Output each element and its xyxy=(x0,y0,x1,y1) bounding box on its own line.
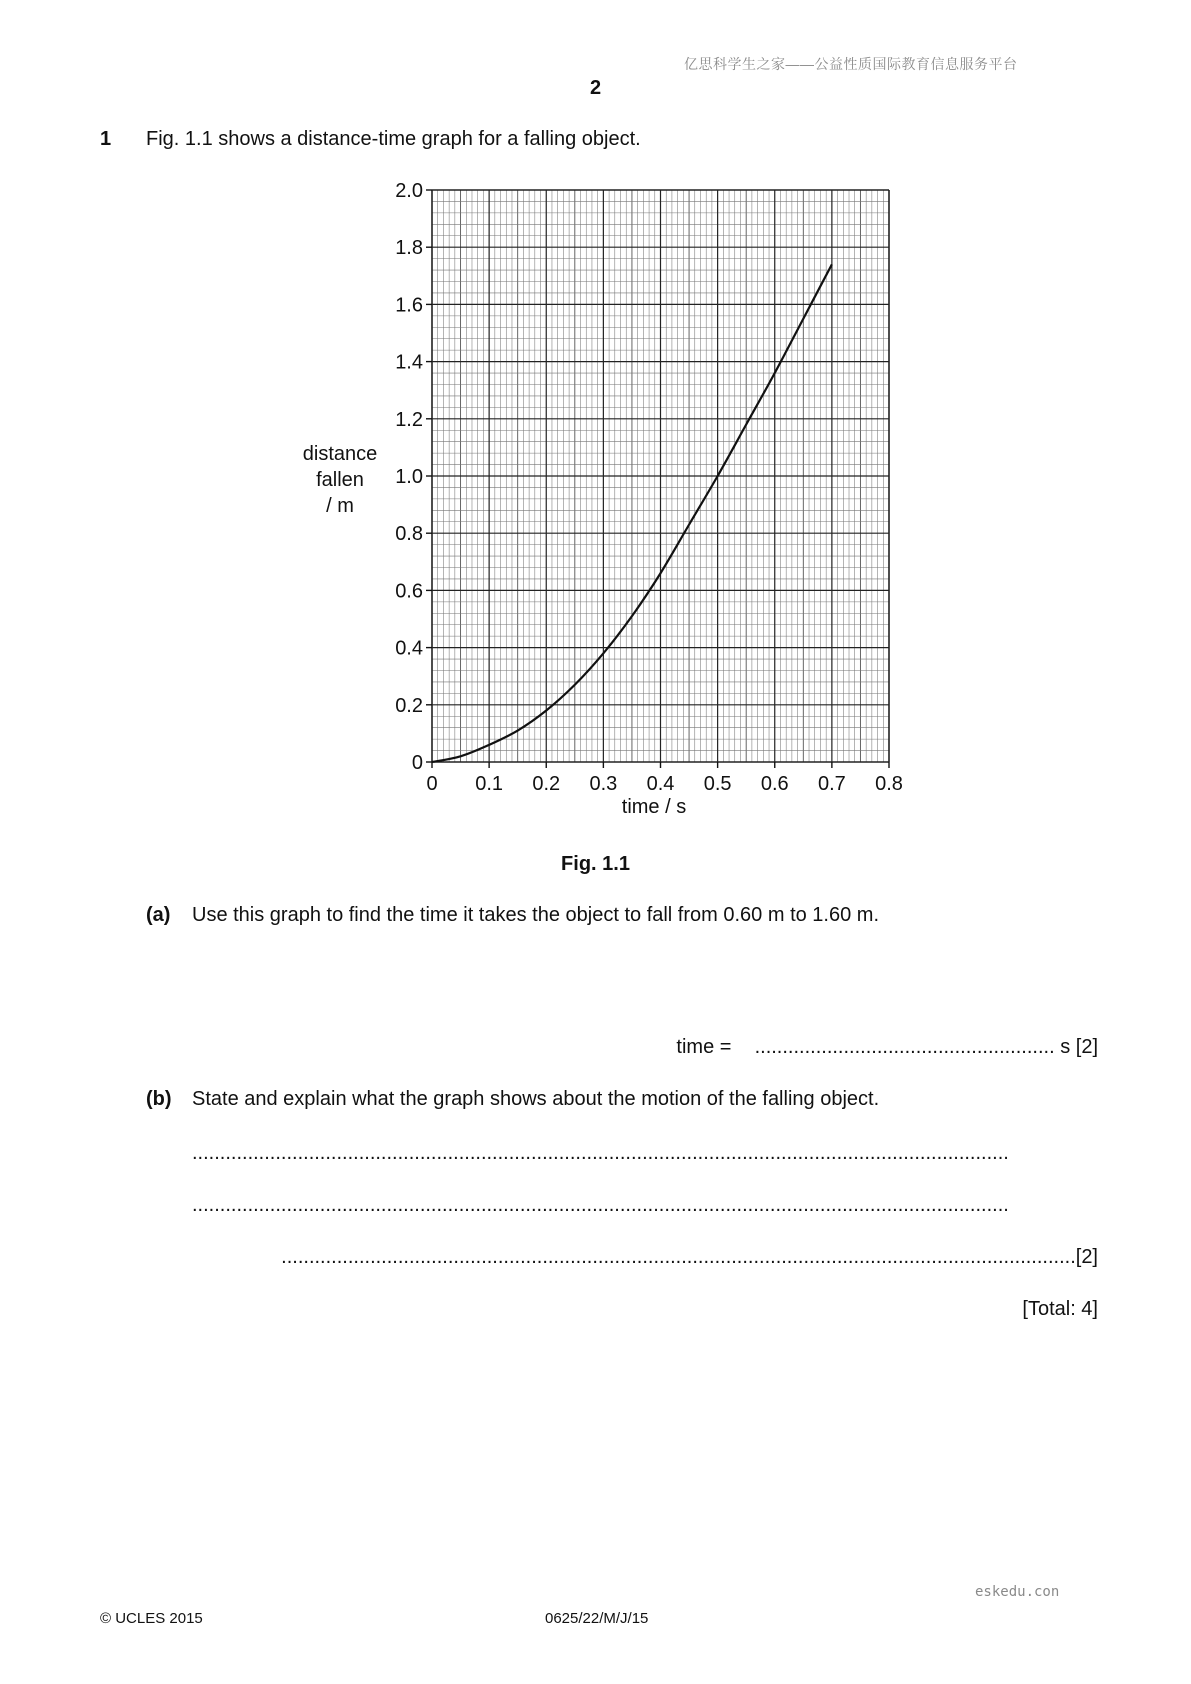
figure-caption: Fig. 1.1 xyxy=(561,853,630,875)
part-b-text: State and explain what the graph shows about the motion of the falling object. xyxy=(192,1088,880,1110)
y-tick-label: 0.4 xyxy=(395,637,423,660)
header-watermark: 亿思科学生之家——公益性质国际教育信息服务平台 xyxy=(684,56,1018,72)
y-tick-label: 0.8 xyxy=(395,523,423,546)
x-tick-label: 0.4 xyxy=(646,773,675,795)
x-tick-label: 0.1 xyxy=(475,773,504,795)
question-number: 1 xyxy=(100,128,112,150)
y-axis-label-line-1: distance xyxy=(302,443,378,465)
x-axis-label: time / s xyxy=(621,796,687,818)
x-tick-label: 0.3 xyxy=(589,773,618,795)
y-axis-label-line-2: fallen xyxy=(316,469,364,491)
y-tick-label: 1.0 xyxy=(395,466,423,488)
y-tick-label: 1.2 xyxy=(395,408,423,431)
answer-prefix: time = xyxy=(676,1036,732,1058)
footer-code: 0625/22/M/J/15 xyxy=(545,1610,649,1627)
y-tick-label: 2.0 xyxy=(395,180,423,202)
part-b-answer-line-3[interactable]: ...............................................................................................................................................[2] xyxy=(281,1246,1098,1268)
y-tick-label: 0.2 xyxy=(395,694,423,717)
x-tick-label: 0.2 xyxy=(532,773,561,795)
y-tick-label: 0 xyxy=(411,752,423,774)
y-tick-label: 0.6 xyxy=(395,580,423,603)
y-axis-label-line-3: / m xyxy=(326,495,354,517)
part-b-label: (b) xyxy=(146,1088,172,1110)
part-a-answer-line xyxy=(676,1036,1098,1059)
y-tick-label: 1.8 xyxy=(395,237,423,260)
part-a-label: (a) xyxy=(146,904,171,926)
part-a-text: Use this graph to find the time it takes the object to fall from 0.60 m to 1.60 m. xyxy=(192,904,880,926)
total-marks: [Total: 4] xyxy=(1022,1298,1098,1320)
y-tick-label: 1.4 xyxy=(395,351,423,374)
distance-time-graph xyxy=(0,0,1191,840)
answer-suffix: s [2] xyxy=(1060,1036,1098,1058)
part-b-answer-line-1[interactable]: ................................................................................................................................................... xyxy=(192,1142,1009,1164)
x-tick-label: 0.7 xyxy=(817,773,846,795)
question-intro: Fig. 1.1 shows a distance-time graph for a falling object. xyxy=(146,128,641,150)
footer-watermark: eskedu.con xyxy=(975,1584,1060,1600)
part-b-answer-line-2[interactable]: ................................................................................................................................................... xyxy=(192,1194,1009,1216)
y-tick-label: 1.6 xyxy=(395,294,423,317)
page-number: 2 xyxy=(589,77,602,99)
footer-copyright: © UCLES 2015 xyxy=(100,1610,203,1627)
answer-blank[interactable]: ...................................................... xyxy=(754,1036,1055,1058)
x-tick-label: 0 xyxy=(426,773,438,795)
x-tick-label: 0.6 xyxy=(760,773,789,795)
x-tick-label: 0.8 xyxy=(875,773,903,795)
axis-ticks xyxy=(426,190,889,768)
x-tick-label: 0.5 xyxy=(703,773,732,795)
